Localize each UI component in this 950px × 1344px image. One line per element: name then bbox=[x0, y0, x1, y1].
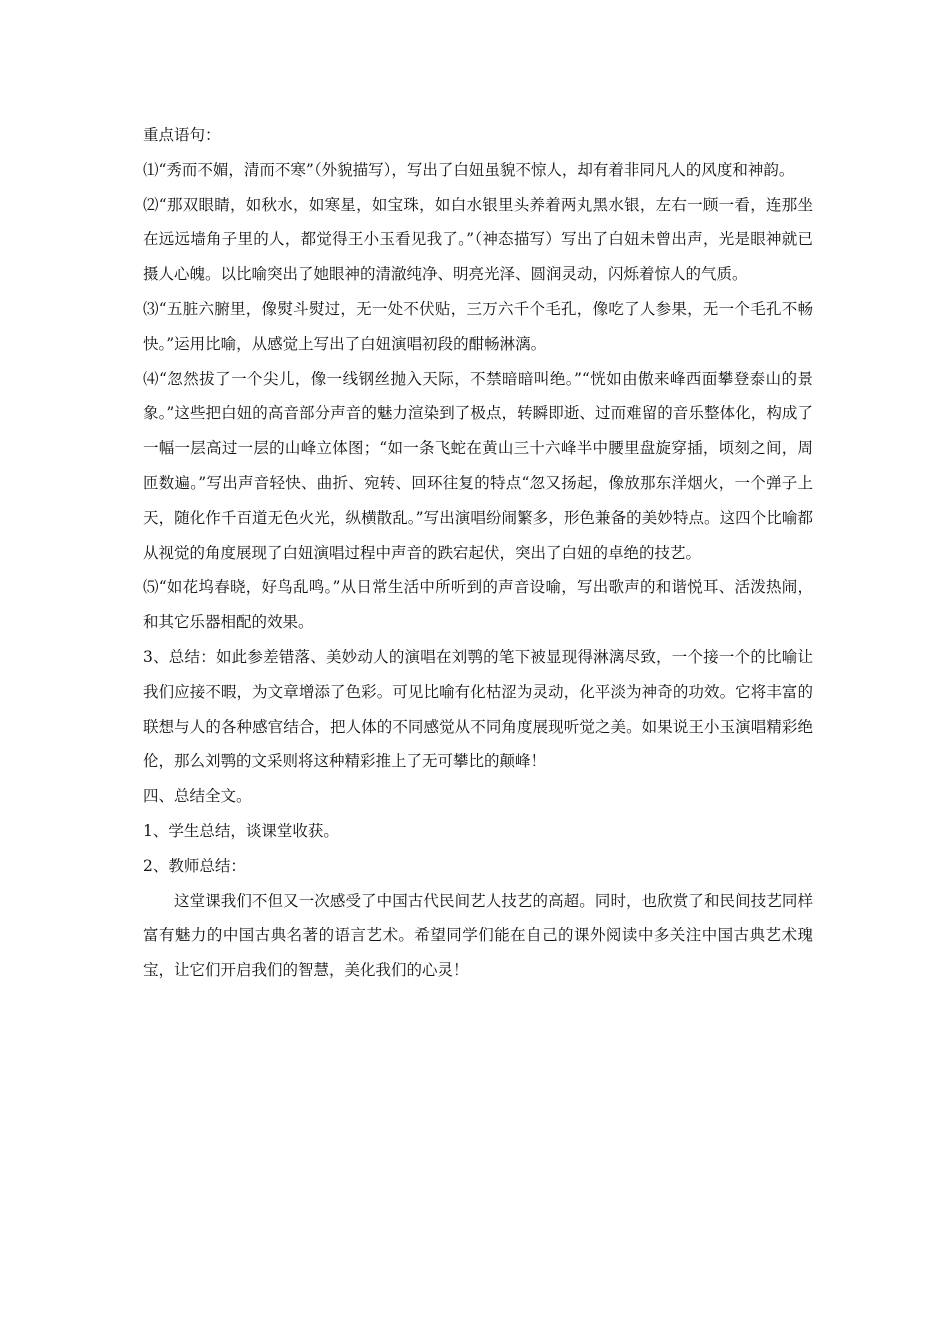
paragraph-student-summary: 1、学生总结，谈课堂收获。 bbox=[143, 821, 339, 840]
paragraph-point-3: ⑶“五脏六腑里，像熨斗熨过，无一处不伏贴，三万六千个毛孔，像吃了人参果，无一个毛孔不畅快。”运用比喻，从感觉上写出了白妞演唱初段的酣畅淋漓。 bbox=[143, 299, 813, 353]
paragraph-point-1: ⑴“秀而不媚，清而不寒”（外貌描写），写出了白妞虽貌不惊人，却有着非同凡人的风度和神韵。 bbox=[143, 160, 795, 179]
section-heading-conclusion: 四、总结全文。 bbox=[143, 787, 252, 806]
paragraph-teacher-summary: 这堂课我们不但又一次感受了中国古代民间艺人技艺的高超。同时，也欣赏了和民间技艺同样富有魅力的中国古典名著的语言艺术。希望同学们能在自己的课外阅读中多关注中国古典艺术瑰宝，让它们开启我们的智慧，美化我们的心灵！ bbox=[143, 891, 813, 980]
paragraph-summary: 3、总结：如此参差错落、美妙动人的演唱在刘鹗的笔下被显现得淋漓尽致，一个接一个的比喻让我们应接不暇，为文章增添了色彩。可见比喻有化枯涩为灵动，化平淡为神奇的功效。它将丰富的联想与人的各种感官结合，把人体的不同感觉从不同角度展现听觉之美。如果说王小玉演唱精彩绝伦，那么刘鹗的文采则将这种精彩推上了无可攀比的颠峰！ bbox=[143, 647, 813, 771]
paragraph-point-5: ⑸“如花坞春晓，好鸟乱鸣。”从日常生活中所听到的声音设喻，写出歌声的和谐悦耳、活泼热闹，和其它乐器相配的效果。 bbox=[143, 578, 813, 632]
paragraph-point-4: ⑷“忽然拔了一个尖儿，像一线钢丝抛入天际，不禁暗暗叫绝。”“恍如由傲来峰西面攀登泰山的景象。”这些把白妞的高音部分声音的魅力渲染到了极点，转瞬即逝、过而难留的音乐整体化，构成了一幅一层高过一层的山峰立体图；“如一条飞蛇在黄山三十六峰半中腰里盘旋穿插，顷刻之间，周匝数遍。”写出声音轻快、曲折、宛转、回环往复的特点“忽又扬起，像放那东洋烟火，一个弹子上天，随化作千百道无色火光，纵横散乱。”写出演唱纷闹繁多，形色兼备的美妙特点。这四个比喻都从视觉的角度展现了白妞演唱过程中声音的跌宕起伏，突出了白妞的卓绝的技艺。 bbox=[143, 369, 813, 562]
document-page bbox=[143, 118, 813, 988]
paragraph-point-2: ⑵“那双眼睛，如秋水，如寒星，如宝珠，如白水银里头养着两丸黑水银，左右一顾一看，连那坐在远远墙角子里的人，都觉得王小玉看见我了。”（神态描写）写出了白妞未曾出声，光是眼神就已摄人心魄。以比喻突出了她眼神的清澈纯净、明亮光泽、圆润灵动，闪烁着惊人的气质。 bbox=[143, 195, 813, 284]
section-heading-key-sentences: 重点语句： bbox=[143, 126, 221, 144]
paragraph-teacher-summary-heading: 2、教师总结： bbox=[143, 856, 246, 875]
